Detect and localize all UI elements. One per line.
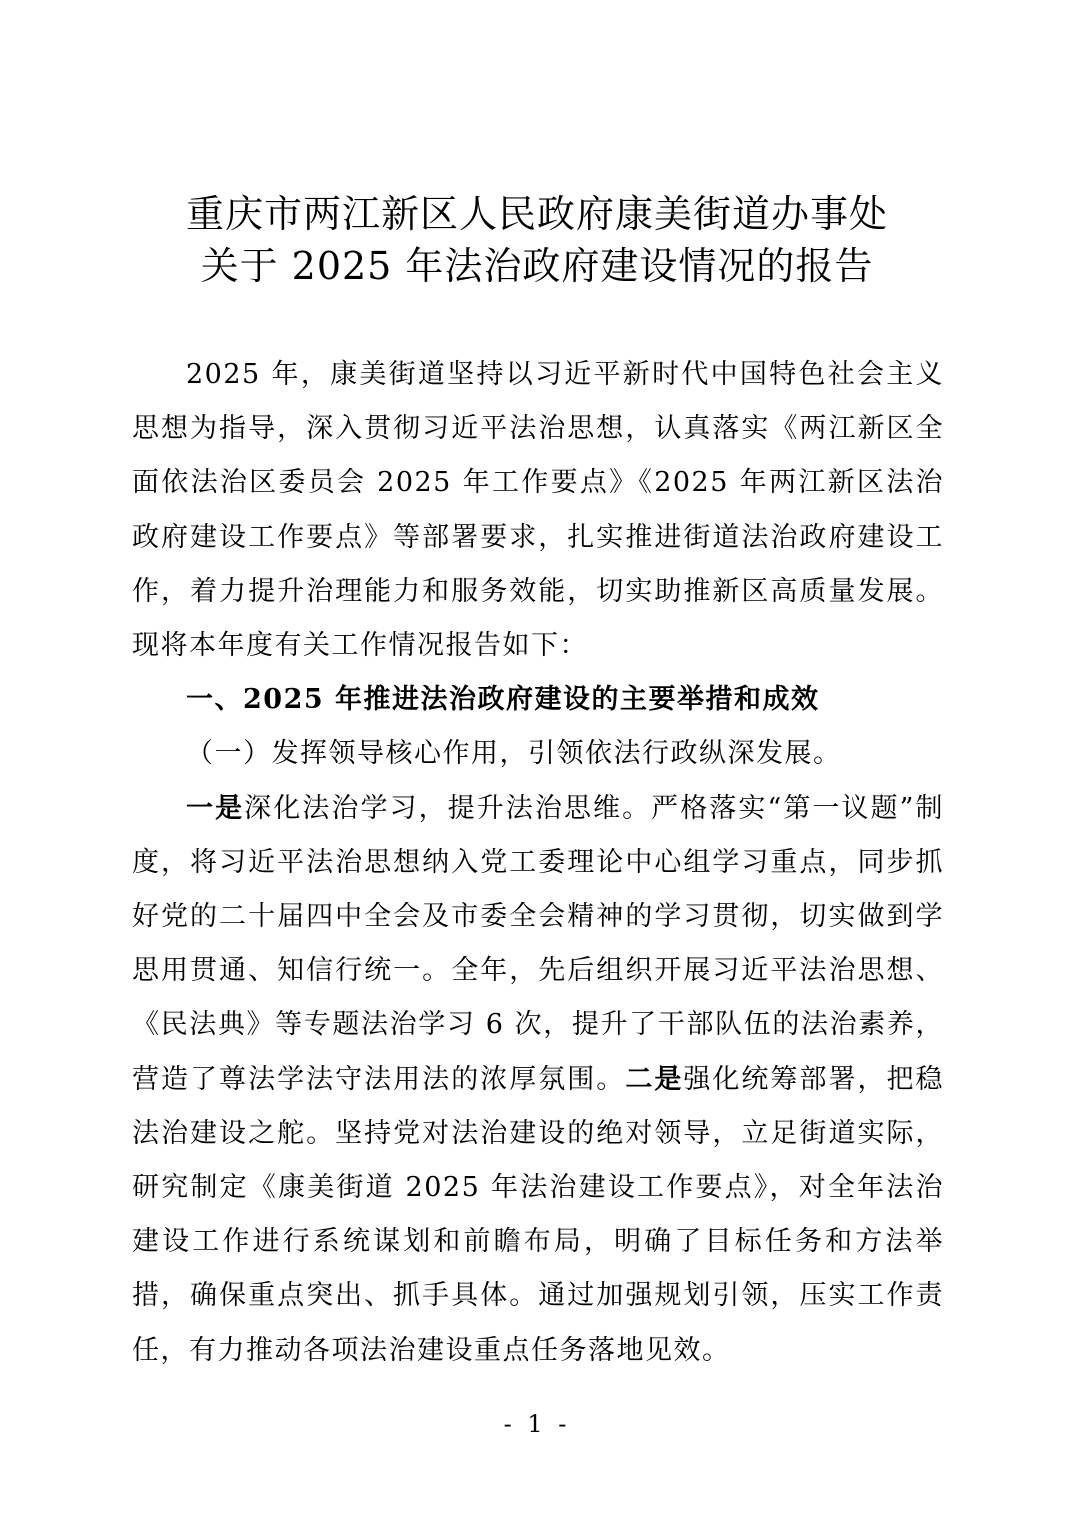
document-body: [132, 348, 944, 1378]
point-one-text: 深化法治学习，提升法治思维。严格落实“第一议题”制度，将习近平法治思想纳入党工委理论中心组学习重点，同步抓好党的二十届四中全会及市委全会精神的学习贯彻，切实做到学思用贯通、知信行统一。全年，先后组织开展习近平法治思想、《民法典》等专题法治学习 6 次，提升了干部队伍的法治素养，营造了尊法学法守法用法的浓厚氛围。: [132, 792, 945, 1095]
point-two-text: 强化统筹部署，把稳法治建设之舵。坚持党对法治建设的绝对领导，立足街道实际，研究制定《康美街道 2025 年法治建设工作要点》，对全年法治建设工作进行系统谋划和前瞻布局，明确了目标任务和方法举措，确保重点突出、抓手具体。通过加强规划引领，压实工作责任，有力推动各项法治建设重点任务落地见效。: [132, 1063, 945, 1366]
lead-one: 一是: [186, 792, 245, 824]
title-line-1: 重庆市两江新区人民政府康美街道办事处: [185, 192, 888, 236]
section-1-heading: 一、2025 年推进法治政府建设的主要举措和成效: [186, 684, 820, 716]
lead-two: 二是: [625, 1063, 684, 1095]
subsection-1-heading: （一）发挥领导核心作用，引领依法行政纵深发展。: [186, 738, 842, 770]
title-line-2: 关于 2025 年法治政府建设情况的报告: [200, 244, 874, 288]
document-title: [0, 188, 1074, 292]
intro-paragraph: 2025 年，康美街道坚持以习近平新时代中国特色社会主义思想为指导，深入贯彻习近平法治思想，认真落实《两江新区全面依法治区委员会 2025 年工作要点》《2025 年两江新区法治政府建设工作要点》等部署要求，扎实推进街道法治政府建设工作，着力提升治理能力和服务效能，切实助推新区高质量发展。现将本年度有关工作情况报告如下：: [132, 359, 944, 662]
page-number: - 1 -: [503, 1410, 571, 1438]
subsection-1-paragraph: [132, 782, 944, 1378]
